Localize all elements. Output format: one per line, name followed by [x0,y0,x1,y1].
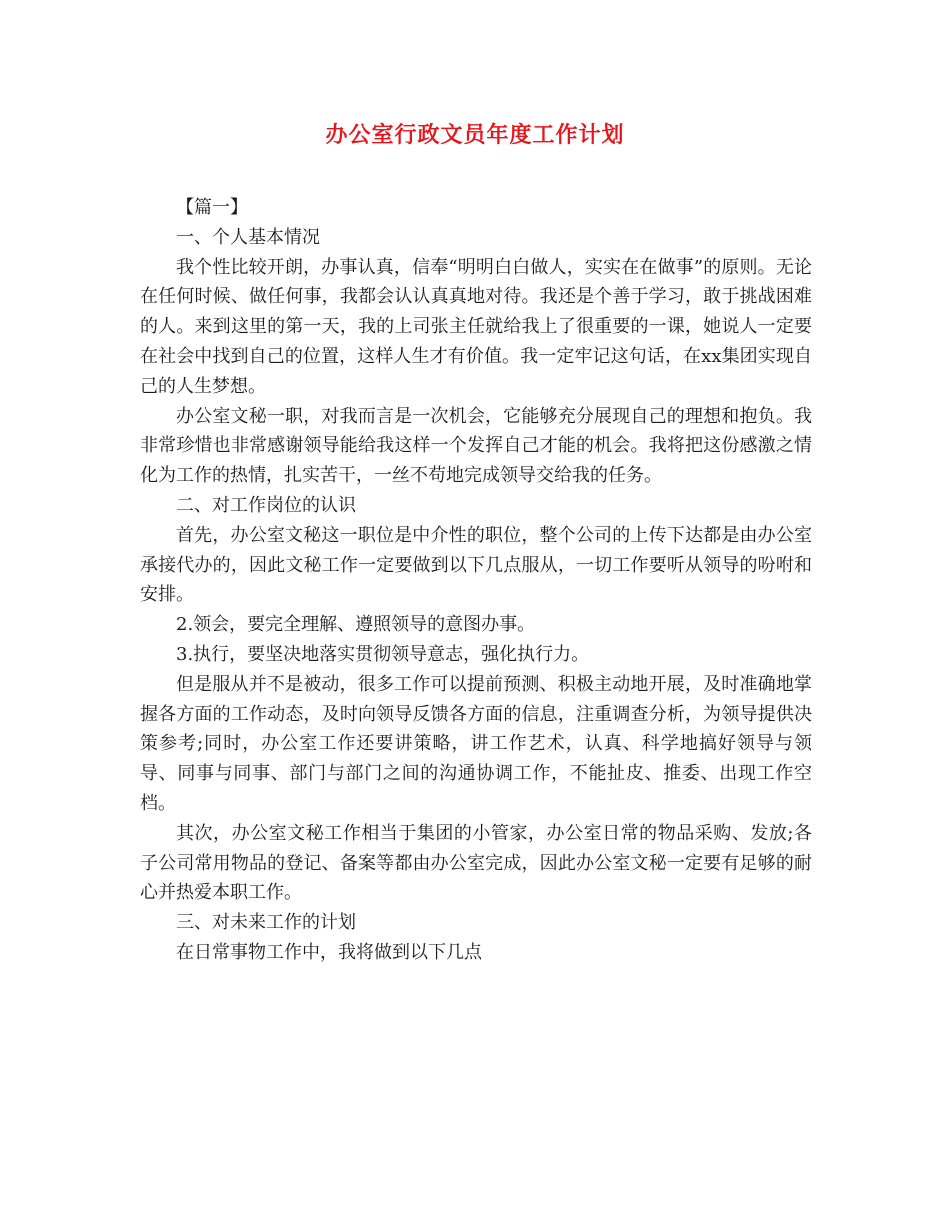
body-paragraph: 其次，办公室文秘工作相当于集团的小管家，办公室日常的物品采购、发放;各子公司常用物品的登记、备案等都由办公室完成，因此办公室文秘一定要有足够的耐心并热爱本职工作。 [140,822,812,904]
list-item: 2.领会，要完全理解、遵照领导的意图办事。 [176,614,536,636]
body-paragraph: 办公室文秘一职，对我而言是一次机会，它能够充分展现自己的理想和抱负。我非常珍惜也非常感谢领导能给我这样一个发挥自己才能的机会。我将把这份感激之情化为工作的热情，扎实苦干，一丝不苟地完成领导交给我的任务。 [140,405,812,487]
body-paragraph: 在日常事物工作中，我将做到以下几点 [176,941,482,963]
list-item: 3.执行，要坚决地落实贯彻领导意志，强化执行力。 [176,643,590,665]
section-marker: 【篇一】 [176,197,248,218]
body-paragraph: 首先，办公室文秘这一职位是中介性的职位，整个公司的上传下达都是由办公室承接代办的，因此文秘工作一定要做到以下几点服从，一切工作要听从领导的吩咐和安排。 [140,524,812,606]
section-heading-3: 三、对未来工作的计划 [176,912,356,934]
section-heading-2: 二、对工作岗位的认识 [176,494,356,516]
section-heading-1: 一、个人基本情况 [176,226,320,248]
document-title: 办公室行政文员年度工作计划 [325,122,625,148]
body-paragraph: 我个性比较开朗，办事认真，信奉“明明白白做人，实实在在做事”的原则。无论在任何时候、做任何事，我都会认认真真地对待。我还是个善于学习，敢于挑战困难的人。来到这里的第一天，我的上司张主任就给我上了很重要的一课，她说人一定要在社会中找到自己的位置，这样人生才有价值。我一定牢记这句话，在xx集团实现自己的人生梦想。 [140,256,812,397]
document-body [140,193,812,968]
body-paragraph: 但是服从并不是被动，很多工作可以提前预测、积极主动地开展，及时准确地掌握各方面的工作动态，及时向领导反馈各方面的信息，注重调查分析，为领导提供决策参考;同时，办公室工作还要讲策略，讲工作艺术，认真、科学地搞好领导与领导、同事与同事、部门与部门之间的沟通协调工作，不能扯皮、推委、出现工作空档。 [140,673,812,814]
